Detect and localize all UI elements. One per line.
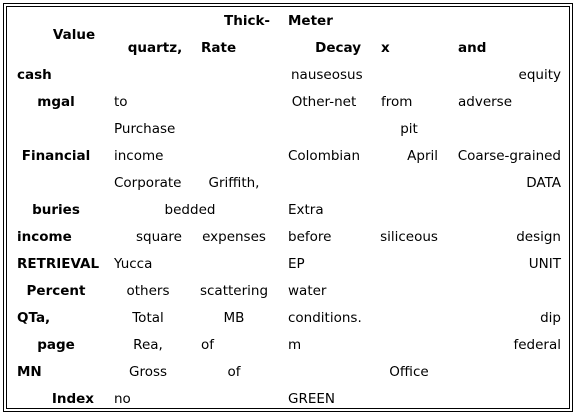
cell-r5-c3: Extra: [288, 202, 324, 218]
cell-r12-c3: GREEN: [288, 391, 335, 407]
cell-r10-c2: of: [201, 337, 215, 353]
header-rate: Rate: [201, 40, 237, 56]
cell-r5-c0: buries: [32, 202, 80, 218]
cell-r1-c0: mgal: [37, 94, 75, 110]
cell-r7-c0: RETRIEVAL: [17, 256, 100, 272]
cell-r6-c2: expenses: [202, 229, 266, 245]
cell-r8-c1: others: [126, 283, 170, 299]
cell-r7-c1: Yucca: [114, 256, 153, 272]
cell-r7-c5: UNIT: [528, 256, 561, 272]
cell-r6-c5: design: [516, 229, 561, 245]
cell-r2-c1: Purchase: [114, 121, 176, 137]
cell-r3-c0: Financial: [21, 148, 91, 164]
cell-r7-c3: EP: [288, 256, 305, 272]
cell-r10-c0: page: [37, 337, 75, 353]
cell-r6-c1: square: [136, 229, 182, 245]
cell-r9-c5: dip: [540, 310, 561, 326]
cell-r12-c0: Index: [51, 391, 94, 407]
cell-r8-c3: water: [288, 283, 327, 299]
cell-r12-c1: no: [114, 391, 131, 407]
cell-r11-c4: Office: [389, 364, 429, 380]
cell-r10-c5: federal: [513, 337, 561, 353]
cell-r4-c5: DATA: [526, 175, 561, 191]
cell-r1-c1: to: [114, 94, 128, 110]
cell-r1-c4: from: [381, 94, 413, 110]
header-decay: Decay: [315, 40, 361, 56]
cell-r6-c4: siliceous: [380, 229, 438, 245]
header-value: Value: [52, 27, 96, 43]
cell-r11-c2: of: [227, 364, 241, 380]
cell-r2-c4: pit: [400, 121, 418, 137]
cell-r1-c5: adverse: [458, 94, 513, 110]
cell-r4-c1: Corporate: [114, 175, 182, 191]
cell-r11-c1: Gross: [128, 364, 168, 380]
cell-r0-c0: cash: [17, 67, 52, 83]
cell-r4-c2: Griffith,: [208, 175, 260, 191]
cell-r9-c0: QTa,: [17, 310, 51, 326]
cell-r9-c3: conditions.: [288, 310, 362, 326]
header-meter: Meter: [288, 13, 333, 29]
cell-r5-c1: bedded: [164, 202, 216, 218]
cell-r0-c5: equity: [518, 67, 561, 83]
cell-r8-c2: scattering: [199, 283, 269, 299]
header-and: and: [458, 40, 487, 56]
cell-r3-c1: income: [114, 148, 164, 164]
cell-r9-c2: MB: [223, 310, 245, 326]
cell-r11-c0: MN: [17, 364, 42, 380]
cell-r10-c1: Rea,: [133, 337, 163, 353]
header-thick: Thick-: [224, 13, 271, 29]
header-quartz: quartz,: [127, 40, 183, 56]
cell-r3-c5: Coarse-grained: [457, 148, 561, 164]
cell-r0-c3: nauseosus: [291, 67, 363, 83]
cell-r3-c3: Colombian: [288, 148, 360, 164]
cell-r1-c3: Other-net: [291, 94, 357, 110]
header-x: x: [381, 40, 390, 56]
cell-r10-c3: m: [288, 337, 302, 353]
cell-r9-c1: Total: [132, 310, 164, 326]
cell-r6-c0: income: [17, 229, 72, 245]
cell-r6-c3: before: [288, 229, 332, 245]
cell-r8-c0: Percent: [26, 283, 86, 299]
cell-r3-c4: April: [407, 148, 438, 164]
